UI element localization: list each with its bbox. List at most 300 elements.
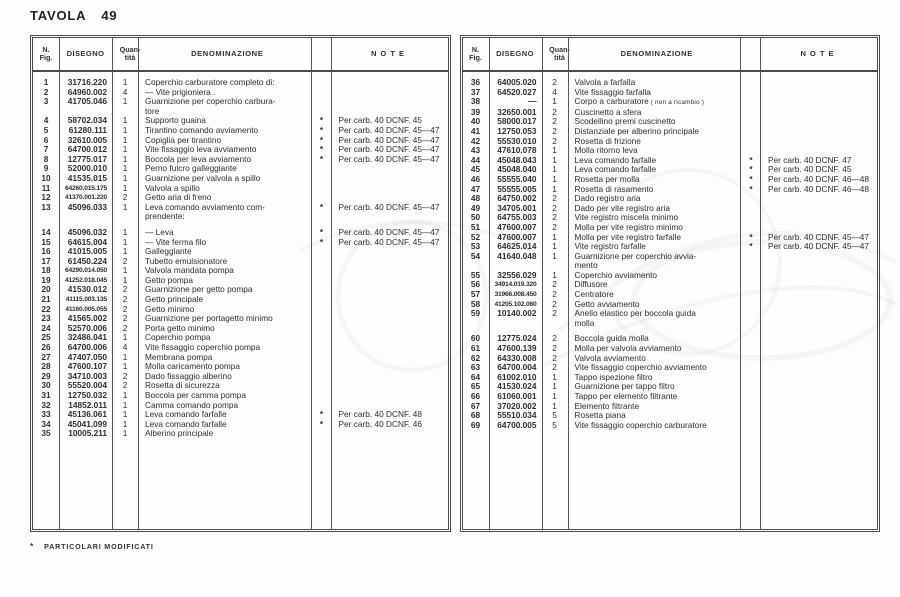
row-fig-number: 1 — [43, 77, 49, 87]
denominazione-line: Elemento filtrante — [574, 401, 640, 411]
row-note: Per carb. 40 DCNF. 45—47 — [338, 236, 440, 247]
row-note: Per carb. 40 DCNF. 47 — [768, 154, 852, 165]
row-quantity: 1 — [122, 96, 128, 107]
denominazione-line: Anello elastico per boccola guida — [574, 309, 696, 319]
denominazione-line: Rosetta per molla — [574, 174, 640, 184]
denominazione-line: Boccola per camma pompa — [145, 391, 246, 400]
row-quantity: 1 — [122, 274, 128, 285]
row-disegno-number: 55530.010 — [497, 135, 537, 146]
denominazione-line: Rosetta piana — [574, 411, 626, 421]
row-denominazione — [138, 381, 312, 391]
row-fig-number: 51 — [470, 221, 481, 232]
denominazione-line: Cuscinetto a sfera — [574, 107, 642, 117]
row-quantity: 1 — [122, 182, 128, 193]
denominazione-line: Boccola guida molla — [574, 334, 649, 344]
row-fig-number: 42 — [470, 135, 481, 146]
denominazione-line: Getto pompa — [145, 275, 193, 285]
row-fig-number: 38 — [470, 96, 481, 107]
row-fig-number: 7 — [43, 144, 49, 155]
table-row — [463, 88, 878, 98]
row-quantity: 2 — [552, 135, 557, 146]
denominazione-line: Rosetta di sicurezza — [145, 381, 220, 391]
table-row — [463, 309, 878, 328]
row-denominazione — [568, 194, 742, 204]
row-quantity: 2 — [552, 77, 557, 87]
row-denominazione — [568, 78, 742, 88]
row-disegno-number: 61002.010 — [497, 371, 537, 382]
row-fig-number: 55 — [470, 269, 481, 280]
row-denominazione — [138, 295, 312, 305]
row-fig-number: 8 — [43, 153, 49, 164]
row-disegno-number: 32610.005 — [67, 134, 107, 145]
denominazione-line: Vite fissaggio coperchio pompa — [145, 343, 261, 353]
row-quantity: 1 — [552, 154, 557, 165]
row-denominazione — [568, 117, 742, 127]
row-disegno-number: 64625.014 — [497, 241, 537, 252]
row-fig-number: 62 — [470, 352, 481, 363]
row-disegno-number: 61060.001 — [497, 391, 537, 401]
denominazione-line: Tappo ispezione filtro — [574, 372, 653, 382]
row-quantity: 2 — [552, 298, 557, 309]
row-quantity: 2 — [122, 370, 128, 381]
row-fig-number: 65 — [470, 381, 481, 392]
denominazione-small-note: ( non a ricambio ) — [648, 99, 705, 107]
row-denominazione — [138, 126, 312, 136]
row-disegno-number: 45136.061 — [67, 409, 107, 420]
row-quantity: 4 — [122, 86, 128, 97]
denominazione-line: Dado fissaggio alberino — [145, 371, 232, 381]
denominazione-line: Guarnizione per valvola a spillo — [145, 173, 261, 183]
row-quantity: 1 — [122, 163, 128, 174]
denominazione-line: prendente: — [145, 211, 185, 222]
row-fig-number: 49 — [470, 202, 481, 213]
row-fig-number: 32 — [41, 399, 51, 410]
row-denominazione — [138, 391, 312, 401]
row-fig-number: 28 — [41, 361, 51, 372]
row-quantity: 2 — [552, 106, 557, 117]
row-quantity: 1 — [552, 371, 557, 382]
row-fig-number: 3 — [43, 96, 49, 107]
row-quantity: 1 — [552, 183, 557, 194]
denominazione-line: Coperchio carburatore completo di: — [145, 78, 275, 87]
row-disegno-number: 10005.211 — [68, 428, 107, 439]
row-disegno-number: 37020.002 — [497, 400, 537, 411]
row-denominazione — [138, 257, 312, 267]
denominazione-line: Molla ritorno leva — [574, 146, 638, 156]
row-quantity: 2 — [552, 193, 557, 204]
row-disegno-number: 64615.004 — [67, 236, 107, 247]
denominazione-line: Membrana pompa — [145, 352, 213, 362]
row-quantity: 1 — [552, 381, 557, 392]
row-disegno-number: 45096.033 — [67, 201, 107, 212]
row-fig-number: 43 — [470, 145, 481, 156]
row-note: Per carb. 40 DCNF. 48 — [338, 409, 422, 420]
denominazione-line: — Vite prigioniera . — [145, 87, 216, 97]
row-fig-number: 40 — [470, 116, 481, 127]
row-quantity: 2 — [122, 284, 128, 295]
header-note: NOTE — [800, 49, 838, 58]
row-disegno-number: 45096.032 — [67, 226, 107, 237]
row-modified-marker: * — [319, 236, 324, 247]
row-denominazione — [138, 429, 312, 439]
row-fig-number: 36 — [470, 77, 481, 87]
row-disegno-number: 32486.041 — [67, 332, 107, 343]
row-disegno-number: 61280.111 — [68, 124, 107, 135]
row-fig-number: 61 — [470, 343, 481, 354]
header-denominazione: DENOMINAZIONE — [191, 49, 264, 58]
row-quantity: 1 — [122, 77, 128, 87]
header-fig — [463, 38, 489, 70]
denominazione-line: Molla caricamento pompa — [145, 362, 240, 372]
row-denominazione — [138, 333, 312, 343]
row-disegno-number: 64290.014.050 — [64, 267, 107, 275]
table-row — [33, 285, 448, 295]
denominazione-line: Guarnizione per coperchio avvia- — [574, 251, 697, 261]
row-disegno-number: 41640.048 — [497, 250, 537, 261]
row-fig-number: 24 — [41, 322, 51, 333]
denominazione-line: Copiglia per tirantino — [145, 135, 222, 145]
row-quantity: 1 — [122, 236, 128, 247]
row-quantity: 1 — [122, 246, 128, 257]
row-note: Per carb. 40 DCNF. 45—47 — [338, 134, 440, 145]
row-fig-number: 41 — [470, 125, 481, 136]
row-disegno-number: 31716.220 — [67, 77, 107, 87]
denominazione-line: Dado per vite registro aria — [574, 203, 670, 213]
row-modified-marker: * — [319, 144, 324, 155]
row-fig-number: 30 — [41, 380, 51, 391]
row-quantity: 1 — [122, 409, 128, 420]
row-denominazione — [138, 324, 312, 334]
row-fig-number: 39 — [470, 106, 481, 117]
row-fig-number: 52 — [470, 231, 481, 242]
row-quantity: 2 — [552, 352, 557, 363]
row-quantity: 1 — [122, 153, 128, 164]
row-fig-number: 5 — [43, 124, 49, 135]
table-row — [33, 266, 448, 276]
row-quantity: 2 — [122, 255, 128, 266]
row-denominazione — [138, 238, 312, 248]
row-fig-number: 33 — [41, 409, 51, 420]
header-disegno: DISEGNO — [66, 49, 105, 58]
row-disegno-number: 64700.006 — [67, 342, 107, 353]
row-disegno-number: 64005.020 — [497, 77, 537, 87]
row-denominazione — [568, 421, 742, 431]
header-disegno: DISEGNO — [496, 49, 534, 58]
table-body-right — [463, 72, 878, 430]
row-disegno-number: 47600.107 — [67, 361, 107, 372]
page-title-number: 49 — [101, 8, 118, 23]
row-fig-number: 31 — [41, 390, 51, 400]
denominazione-line: Leva comando farfalle — [145, 419, 227, 429]
row-denominazione — [568, 300, 742, 310]
header-qty — [547, 38, 573, 70]
row-fig-number: 56 — [470, 279, 481, 290]
row-denominazione — [138, 228, 312, 238]
row-note: Per carb. 40 DCNF. 45—47 — [338, 144, 440, 155]
denominazione-line: Valvola mandata pompa — [145, 266, 234, 276]
row-denominazione — [568, 156, 742, 166]
row-quantity: 1 — [552, 231, 557, 242]
row-disegno-number: 64330.008 — [497, 352, 537, 363]
row-fig-number: 57 — [470, 289, 481, 300]
row-denominazione — [568, 233, 742, 243]
row-disegno-number: 64700.005 — [497, 419, 537, 430]
row-modified-marker: * — [319, 226, 324, 237]
row-denominazione — [138, 247, 312, 257]
row-fig-number: 19 — [41, 274, 51, 285]
row-denominazione — [138, 145, 312, 155]
table-row — [33, 257, 448, 267]
row-fig-number: 13 — [41, 201, 51, 212]
row-quantity: 5 — [552, 410, 557, 421]
row-fig-number: 37 — [470, 86, 481, 97]
row-modified-marker: * — [749, 164, 753, 175]
row-quantity: 1 — [552, 250, 557, 261]
row-fig-number: 48 — [470, 193, 481, 204]
row-denominazione — [568, 185, 742, 195]
denominazione-line: Valvola a spillo — [145, 183, 200, 193]
row-disegno-number: 45048.040 — [497, 164, 537, 175]
row-modified-marker: * — [749, 154, 753, 165]
denominazione-line: Leva comando avviamento com- — [145, 202, 265, 212]
row-note: Per carb. 40 DCNF. 46 — [338, 418, 422, 429]
row-denominazione — [138, 314, 312, 324]
denominazione-line: Galleggiante — [145, 247, 192, 257]
row-disegno-number: 64700.004 — [497, 362, 537, 373]
row-modified-marker: * — [319, 124, 324, 135]
denominazione-line: Alberino principale — [145, 429, 214, 439]
row-quantity: 2 — [122, 322, 128, 333]
row-quantity: 1 — [122, 418, 128, 429]
row-fig-number: 63 — [470, 362, 481, 373]
denominazione-line: Coperchio pompa — [145, 333, 211, 343]
row-fig-number: 15 — [41, 236, 51, 247]
row-modified-marker: * — [749, 173, 753, 184]
row-denominazione — [568, 411, 742, 421]
row-fig-number: 44 — [470, 154, 481, 165]
header-star-column — [305, 38, 325, 70]
denominazione-line: Molla per vite registro farfalle — [574, 232, 682, 242]
denominazione-line: Porta getto minimo — [145, 323, 215, 333]
row-fig-number: 18 — [41, 265, 51, 276]
table-body-left — [33, 72, 448, 439]
row-denominazione — [138, 305, 312, 315]
row-denominazione — [568, 373, 742, 383]
row-denominazione — [568, 334, 742, 344]
denominazione-line: Tirantino comando avviamento — [145, 125, 259, 135]
denominazione-line: Centratore — [574, 290, 614, 300]
header-fig-line2: Fig. — [469, 53, 482, 62]
row-quantity: 2 — [552, 343, 557, 354]
row-denominazione — [568, 252, 742, 271]
row-denominazione — [568, 280, 742, 290]
row-disegno-number: 64750.002 — [497, 193, 537, 204]
row-denominazione — [568, 242, 742, 252]
row-note: Per carb. 40 DCNF. 45—47 — [338, 226, 440, 237]
row-denominazione — [568, 223, 742, 233]
row-disegno-number: 32650.001 — [497, 106, 537, 117]
denominazione-line: — Leva — [145, 227, 174, 237]
row-quantity: 2 — [552, 279, 557, 290]
row-fig-number: 29 — [41, 370, 51, 381]
row-denominazione — [568, 271, 742, 281]
row-fig-number: 46 — [470, 173, 481, 184]
row-quantity: 2 — [552, 202, 557, 213]
row-disegno-number: 47600.007 — [497, 231, 537, 242]
row-denominazione — [568, 354, 742, 364]
asterisk-icon: * — [30, 541, 35, 551]
row-quantity: 2 — [552, 212, 557, 223]
row-disegno-number: 34710.003 — [67, 370, 107, 381]
denominazione-line: Molla per valvola avviamento — [574, 344, 682, 354]
row-denominazione — [138, 88, 312, 98]
page-footer — [30, 541, 154, 551]
row-disegno-number: 64755.003 — [497, 212, 537, 223]
row-quantity: 1 — [122, 226, 128, 237]
row-modified-marker: * — [319, 418, 324, 429]
row-quantity: 2 — [552, 116, 557, 127]
denominazione-line: Dado registro aria — [574, 194, 641, 204]
row-note: Per carb. 40 DCNF. 45 — [768, 164, 852, 175]
row-denominazione — [138, 420, 312, 430]
denominazione-line: Distanziale per alberino principale — [574, 126, 700, 136]
row-disegno-number: 41530.012 — [67, 284, 107, 295]
table-row — [33, 295, 448, 305]
row-quantity: 1 — [122, 172, 128, 183]
row-quantity: 1 — [552, 96, 557, 107]
row-denominazione — [568, 165, 742, 175]
row-fig-number: 4 — [43, 115, 49, 126]
row-denominazione — [138, 174, 312, 184]
parts-table-left-frame — [33, 38, 448, 529]
row-denominazione — [568, 309, 742, 328]
row-disegno-number: 41015.005 — [67, 246, 107, 257]
row-disegno-number: 55510.034 — [497, 410, 537, 421]
row-denominazione — [138, 116, 312, 126]
row-denominazione — [138, 343, 312, 353]
row-disegno-number: 41205.102.060 — [494, 300, 537, 308]
row-disegno-number: — — [528, 96, 537, 107]
denominazione-line: Vite registro farfalle — [574, 242, 646, 252]
header-qty-line1: Quan- — [549, 45, 570, 54]
row-fig-number: 21 — [41, 294, 51, 305]
row-denominazione — [138, 362, 312, 372]
table-row — [33, 429, 448, 439]
header-qty-line1: Quan- — [119, 45, 141, 54]
row-disegno-number: 41370.001.220 — [64, 194, 107, 202]
row-fig-number: 10 — [41, 172, 51, 183]
denominazione-line: Guarnizione per tappo filtro — [574, 382, 675, 392]
row-fig-number: 45 — [470, 164, 481, 175]
header-note: NOTE — [370, 49, 409, 58]
row-disegno-number: 41705.046 — [67, 96, 107, 107]
row-denominazione — [138, 203, 312, 222]
row-disegno-number: 47600.007 — [497, 221, 537, 232]
row-disegno-number: 64260.015.175 — [64, 184, 107, 192]
row-fig-number: 67 — [470, 400, 481, 411]
row-quantity: 1 — [122, 332, 128, 343]
row-disegno-number: 55555.040 — [497, 173, 537, 184]
row-denominazione — [138, 193, 312, 203]
table-row — [463, 271, 878, 281]
header-fig — [33, 38, 59, 70]
page-title — [30, 8, 117, 23]
row-disegno-number: 55520.004 — [67, 380, 107, 391]
row-disegno-number: 41160.005.055 — [65, 305, 107, 313]
row-quantity: 1 — [552, 145, 557, 156]
row-disegno-number: 47610.078 — [497, 145, 537, 156]
denominazione-line: Guarnizione per coperchio carbura- — [145, 97, 276, 107]
denominazione-line: Guarnizione per getto pompa — [145, 285, 253, 295]
row-fig-number: 69 — [470, 419, 481, 430]
row-denominazione — [568, 175, 742, 185]
row-quantity: 2 — [122, 294, 128, 305]
row-fig-number: 27 — [41, 351, 51, 362]
row-denominazione — [568, 127, 742, 137]
header-qty-line2: tità — [124, 53, 136, 62]
denominazione-line: Getto principale — [145, 295, 204, 305]
row-quantity: 1 — [122, 265, 128, 276]
row-quantity: 1 — [552, 241, 557, 252]
row-denominazione — [138, 97, 312, 116]
row-disegno-number: 52000.010 — [67, 163, 107, 174]
row-disegno-number: 34914.019.320 — [494, 281, 537, 289]
row-quantity: 1 — [552, 391, 557, 401]
row-quantity: 1 — [122, 124, 128, 135]
denominazione-line: Guarnizione per portagetto minimo — [145, 314, 273, 324]
denominazione-line: Getto aria di freno — [145, 193, 212, 203]
denominazione-line: Tappo per elemento filtrante — [574, 392, 678, 401]
denominazione-line: Getto minimo — [145, 304, 195, 314]
row-disegno-number: 32556.029 — [497, 269, 537, 280]
row-quantity: 1 — [122, 134, 128, 145]
row-quantity: 1 — [552, 400, 557, 411]
denominazione-line: Leva comando farfalle — [145, 410, 227, 420]
row-fig-number: 11 — [41, 182, 51, 193]
row-quantity: 2 — [122, 313, 128, 324]
row-quantity: 2 — [552, 221, 557, 232]
row-denominazione — [138, 401, 312, 411]
row-quantity: 2 — [552, 333, 557, 344]
denominazione-line: Tubetto emulsionatore — [145, 256, 228, 266]
denominazione-line: Vite fissaggio farfalla — [574, 87, 651, 97]
table-header — [463, 38, 878, 72]
row-denominazione — [568, 290, 742, 300]
row-disegno-number: 47407.050 — [67, 351, 107, 362]
denominazione-line: Perno fulcro galleggiante — [145, 164, 237, 174]
row-quantity: 1 — [122, 144, 128, 155]
row-denominazione — [568, 97, 742, 108]
header-fig-line1: N. — [471, 45, 480, 54]
page-title-word: TAVOLA — [30, 8, 87, 23]
row-denominazione — [138, 155, 312, 165]
row-denominazione — [568, 204, 742, 214]
row-fig-number: 60 — [470, 333, 481, 344]
row-denominazione — [568, 363, 742, 373]
row-fig-number: 17 — [41, 255, 51, 266]
row-modified-marker: * — [319, 201, 324, 212]
row-denominazione — [568, 344, 742, 354]
denominazione-line: Camma comando pompa — [145, 400, 239, 410]
denominazione-line: Corpo a carburatore ( non a ricambio ) — [574, 97, 705, 107]
row-disegno-number: 47600.139 — [497, 343, 537, 354]
header-fig-line2: Fig. — [39, 53, 53, 62]
tables-area — [30, 35, 880, 532]
row-denominazione — [568, 382, 742, 392]
row-quantity: 2 — [122, 303, 128, 314]
row-denominazione — [568, 108, 742, 118]
table-row — [463, 252, 878, 271]
